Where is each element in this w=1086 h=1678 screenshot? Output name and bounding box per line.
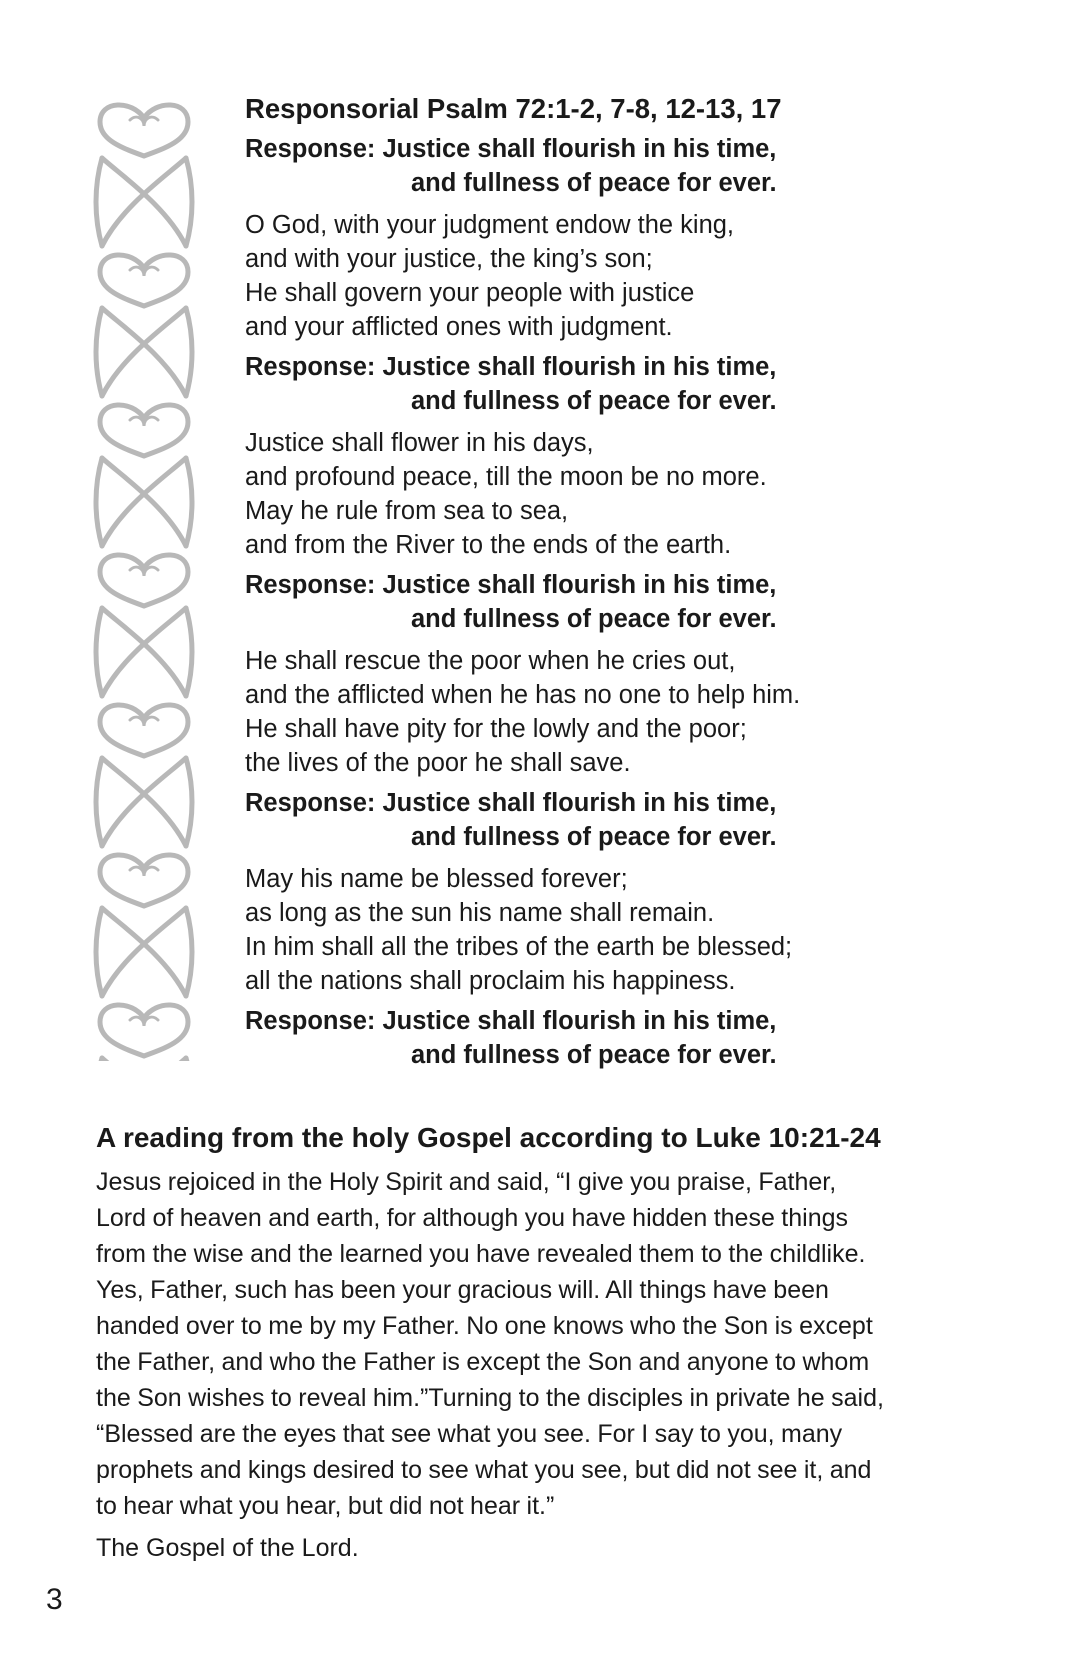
ornament-scroll <box>100 555 188 606</box>
gospel-body <box>96 1164 1026 1524</box>
ornament-scroll <box>100 855 188 906</box>
gospel-line: to hear what you hear, but did not hear it.” <box>96 1492 555 1520</box>
response-line-2: and fullness of peace for ever. <box>411 823 777 851</box>
response-line-1: Response: Justice shall flourish in his time, <box>245 789 777 817</box>
ornament-loop <box>96 758 102 846</box>
stanza-line: and profound peace, till the moon be no more. <box>245 463 767 491</box>
ornament-loop <box>186 158 192 246</box>
response-line-2: and fullness of peace for ever. <box>411 1041 777 1069</box>
ornament-loop <box>186 458 192 546</box>
gospel-line: the Father, and who the Father is except the Son and anyone to whom <box>96 1348 870 1376</box>
ornament-loop <box>186 908 192 996</box>
response-line-1: Response: Justice shall flourish in his time, <box>245 353 777 381</box>
ornament-loop <box>186 758 192 846</box>
gospel-line: the Son wishes to reveal him.”Turning to the disciples in private he said, <box>96 1384 884 1412</box>
psalm-response <box>245 350 1045 418</box>
gospel-line: “Blessed are the eyes that see what you see. For I say to you, many <box>96 1420 843 1448</box>
response-line-2: and fullness of peace for ever. <box>411 605 777 633</box>
response-line-2: and fullness of peace for ever. <box>411 387 777 415</box>
stanza-line: May he rule from sea to sea, <box>245 497 569 525</box>
ornament-scroll <box>100 255 188 306</box>
stanza-line: He shall have pity for the lowly and the poor; <box>245 715 747 743</box>
ornament-loop <box>96 608 102 696</box>
stanza-line: May his name be blessed forever; <box>245 865 628 893</box>
response-line-2: and fullness of peace for ever. <box>411 169 777 197</box>
stanza-line: and from the River to the ends of the earth. <box>245 531 732 559</box>
ornament-loop <box>96 158 102 246</box>
ornament-scroll <box>100 1005 188 1056</box>
ornament-scroll <box>100 705 188 756</box>
ornament-loop <box>96 908 102 996</box>
stanza-line: He shall rescue the poor when he cries out, <box>245 647 736 675</box>
psalm-response <box>245 132 1045 200</box>
response-line-1: Response: Justice shall flourish in his time, <box>245 1007 777 1035</box>
stanza-line: and the afflicted when he has no one to help him. <box>245 681 801 709</box>
ornament-loop <box>186 308 192 396</box>
psalm-stanza <box>245 644 1045 780</box>
stanza-line: all the nations shall proclaim his happiness. <box>245 967 736 995</box>
stanza-line: and your afflicted ones with judgment. <box>245 313 673 341</box>
gospel-line: Yes, Father, such has been your gracious will. All things have been <box>96 1276 829 1304</box>
ornament-scroll <box>100 405 188 456</box>
gospel-title: A reading from the holy Gospel according to Luke 10:21-24 <box>96 1122 881 1153</box>
ornament-loop <box>96 308 102 396</box>
psalm-stanza <box>245 426 1045 562</box>
ornament-loop <box>96 458 102 546</box>
stanza-line: the lives of the poor he shall save. <box>245 749 631 777</box>
response-line-1: Response: Justice shall flourish in his time, <box>245 571 777 599</box>
gospel-reading <box>96 1120 1026 1566</box>
page-number: 3 <box>46 1583 63 1616</box>
decorative-border-ornament <box>92 96 196 1061</box>
stanza-line: Justice shall flower in his days, <box>245 429 594 457</box>
stanza-line: He shall govern your people with justice <box>245 279 695 307</box>
psalm-response <box>245 568 1045 636</box>
psalm-response <box>245 786 1045 854</box>
stanza-line: O God, with your judgment endow the king, <box>245 211 735 239</box>
stanza-line: and with your justice, the king’s son; <box>245 245 653 273</box>
gospel-line: Jesus rejoiced in the Holy Spirit and said, “I give you praise, Father, <box>96 1168 837 1196</box>
gospel-closing: The Gospel of the Lord. <box>96 1534 359 1562</box>
psalm-response <box>245 1004 1045 1072</box>
stanza-line: In him shall all the tribes of the earth be blessed; <box>245 933 793 961</box>
ornament-loop <box>186 608 192 696</box>
gospel-line: handed over to me by my Father. No one knows who the Son is except <box>96 1312 873 1340</box>
response-line-1: Response: Justice shall flourish in his time, <box>245 135 777 163</box>
gospel-line: prophets and kings desired to see what you see, but did not see it, and <box>96 1456 872 1484</box>
ornament-scroll <box>100 105 188 156</box>
responsorial-psalm <box>245 92 1045 1080</box>
ornament-loop <box>186 1058 192 1061</box>
ornament-loop <box>96 1058 102 1061</box>
psalm-stanza <box>245 208 1045 344</box>
psalm-title: Responsorial Psalm 72:1-2, 7-8, 12-13, 17 <box>245 93 782 124</box>
gospel-line: Lord of heaven and earth, for although you have hidden these things <box>96 1204 849 1232</box>
stanza-line: as long as the sun his name shall remain. <box>245 899 715 927</box>
gospel-line: from the wise and the learned you have revealed them to the childlike. <box>96 1240 866 1268</box>
psalm-stanza <box>245 862 1045 998</box>
